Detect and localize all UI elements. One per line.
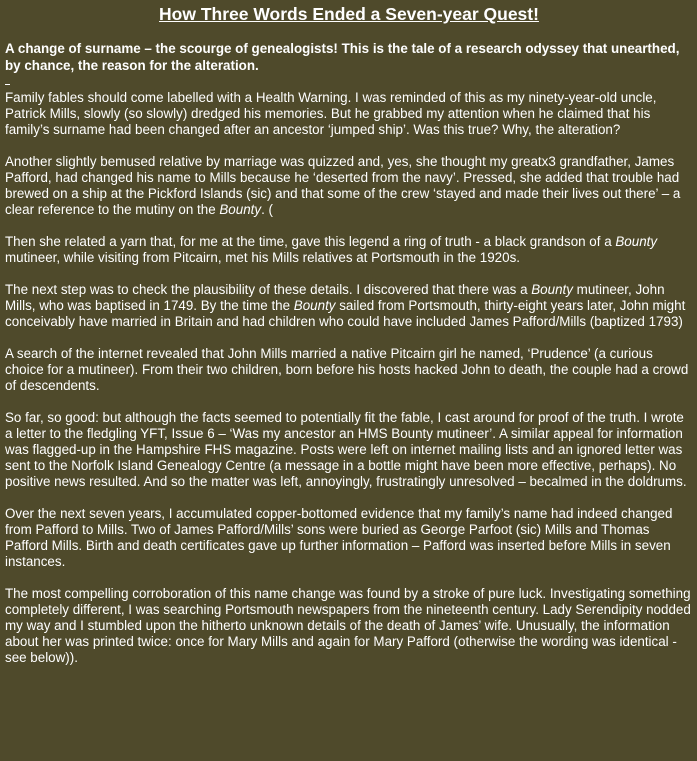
paragraph bbox=[5, 282, 693, 330]
article-intro: A change of surname – the scourge of genealogists! This is the tale of a research odyssey that unearthed, by chance, the reason for the alteration. bbox=[5, 41, 680, 73]
paragraph-text: Family fables should come labelled with a Health Warning. I was reminded of this as my ninety-year-old uncle, Patrick Mills, slowly (so slowly) dredged his memories. But he grabbed my attention when he claimed that his family’s surname had been changed after an ancestor ‘jumped ship’. Was this true? Why, the alteration? bbox=[5, 90, 657, 137]
paragraph bbox=[5, 234, 693, 266]
article-body bbox=[5, 90, 693, 666]
paragraph bbox=[5, 346, 693, 394]
paragraph-text: Then she related a yarn that, for me at the time, gave this legend a ring of truth - a black grandson of a bbox=[5, 234, 616, 249]
paragraph-text: So far, so good: but although the facts seemed to potentially fit the fable, I cast around for proof of the truth. I wrote a letter to the fledgling YFT, Issue 6 – ‘Was my ancestor an HMS Bounty mutineer’. A similar appeal for information was flagged-up in the Hampshire FHS magazine. Posts were left on internet mailing lists and an ignored letter was sent to the Norfolk Island Genealogy Centre (a message in a bottle might have been more effective, perhaps). No positive news resulted. And so the matter was left, annoyingly, frustratingly unresolved – becalmed in the doldrums. bbox=[5, 410, 687, 489]
paragraph-text: mutineer, while visiting from Pitcairn, met his Mills relatives at Portsmouth in the 1920s. bbox=[5, 250, 520, 265]
italic-text: Bounty bbox=[219, 202, 262, 217]
paragraph bbox=[5, 90, 693, 138]
article-title: How Three Words Ended a Seven-year Quest! bbox=[159, 4, 539, 24]
paragraph-text: A search of the internet revealed that John Mills married a native Pitcairn girl he named, ‘Prudence’ (a curious choice for a mutineer). From their two children, born before his hosts hacked John to death, the couple had a crowd of descendents. bbox=[5, 346, 689, 393]
paragraph-text: The next step was to check the plausibility of these details. I discovered that there was a bbox=[5, 282, 532, 297]
paragraph bbox=[5, 154, 693, 218]
paragraph bbox=[5, 410, 693, 490]
paragraph-text: . ( bbox=[261, 202, 273, 217]
paragraph-text: sailed from Portsmouth, thirty-eight years later, John might conceivably have married in Britain and had children who could have included James Pafford/Mills (baptized 1793) bbox=[5, 298, 686, 329]
italic-text: Bounty bbox=[615, 234, 658, 249]
paragraph-text: Another slightly bemused relative by marriage was quizzed and, yes, she thought my greatx3 grandfather, James Pafford, had changed his name to Mills because he ‘deserted from the navy’. Pressed, she added that trouble had brewed on a ship at the Pickford Islands (sic) and that some of the crew ‘stayed and made their lives out there’ – a clear reference to the mutiny on the bbox=[5, 154, 681, 217]
paragraph-text: mutineer, John Mills, who was baptised in 1749. By the time the bbox=[5, 282, 665, 313]
italic-text: Bounty bbox=[531, 282, 573, 297]
paragraph bbox=[5, 586, 693, 666]
spacer-underscore bbox=[5, 78, 693, 90]
italic-text: Bounty bbox=[293, 298, 336, 313]
paragraph-text: The most compelling corroboration of this name change was found by a stroke of pure luck. Investigating something completely different, I was searching Portsmouth newspapers from the nineteenth century. Lady Serendipity nodded my way and I stumbled upon the hitherto unknown details of the death of James’ wife. Unusually, the information about her was printed twice: once for Mary Mills and again for Mary Pafford (otherwise the wording was identical - see below)). bbox=[5, 586, 691, 665]
paragraph bbox=[5, 506, 693, 570]
paragraph-text: Over the next seven years, I accumulated copper-bottomed evidence that my family’s name had indeed changed from Pafford to Mills. Two of James Pafford/Mills’ sons were buried as George Parfoot (sic) Mills and Thomas Pafford Mills. Birth and death certificates gave up further information – Pafford was inserted before Mills in seven instances. bbox=[5, 506, 673, 569]
